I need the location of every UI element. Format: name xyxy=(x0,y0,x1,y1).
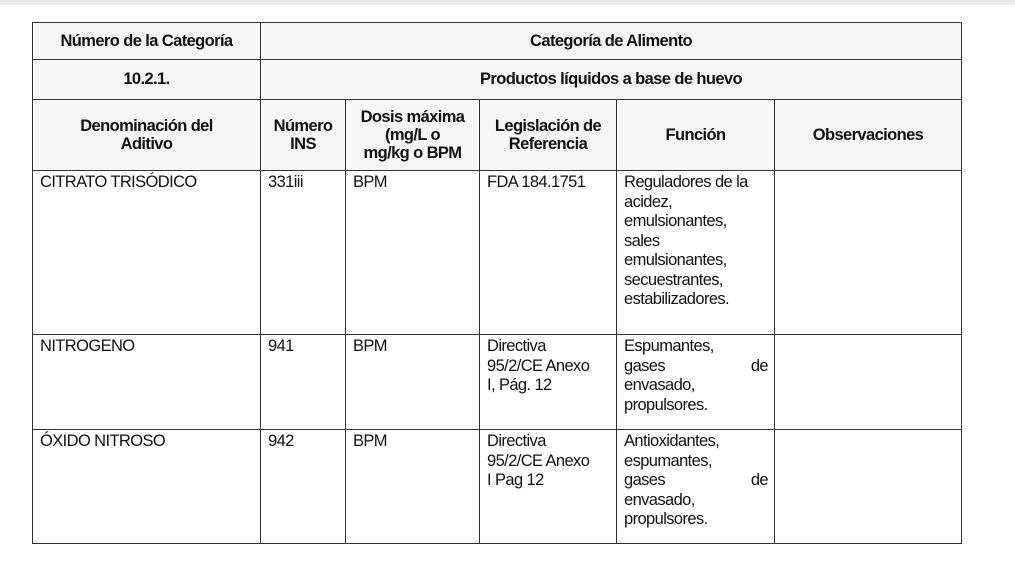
col-legislation: Legislación de Referencia xyxy=(480,100,617,171)
observations-cell xyxy=(775,171,962,335)
col-function: Función xyxy=(617,100,775,171)
ins-cell: 331iii xyxy=(261,171,346,335)
additive-name-cell: ÓXIDO NITROSO xyxy=(33,430,261,544)
legislation-cell: Directiva 95/2/CE Anexo I, Pág. 12 xyxy=(480,335,617,430)
food-category-header: Categoría de Alimento xyxy=(261,23,962,60)
col-observations: Observaciones xyxy=(775,100,962,171)
dose-cell: BPM xyxy=(346,430,480,544)
observations-cell xyxy=(775,430,962,544)
additive-name-cell: CITRATO TRISÓDICO xyxy=(33,171,261,335)
column-header-row xyxy=(33,100,962,171)
observations-cell xyxy=(775,335,962,430)
col-additive-name: Denominación del Aditivo xyxy=(33,100,261,171)
category-row xyxy=(33,60,962,100)
dose-cell: BPM xyxy=(346,335,480,430)
dose-cell: BPM xyxy=(346,171,480,335)
col-ins-number: Número INS xyxy=(261,100,346,171)
top-scan-border xyxy=(0,0,1015,5)
additives-table xyxy=(32,22,962,544)
function-cell: Reguladores de la acidez, emulsionantes, sales emulsionantes, secuestrantes, estabilizadores. xyxy=(617,171,775,335)
additive-name-cell: NITROGENO xyxy=(33,335,261,430)
category-name: Productos líquidos a base de huevo xyxy=(261,60,962,100)
table-row xyxy=(33,335,962,430)
table-row xyxy=(33,171,962,335)
table-row xyxy=(33,430,962,544)
category-number-header: Número de la Categoría xyxy=(33,23,261,60)
function-cell: Espumantes, gases de envasado, propulsores. xyxy=(617,335,775,430)
legislation-cell: FDA 184.1751 xyxy=(480,171,617,335)
ins-cell: 942 xyxy=(261,430,346,544)
function-cell: Antioxidantes, espumantes, gases de envasado, propulsores. xyxy=(617,430,775,544)
col-max-dose: Dosis máxima (mg/L o mg/kg o BPM xyxy=(346,100,480,171)
legislation-cell: Directiva 95/2/CE Anexo I Pag 12 xyxy=(480,430,617,544)
title-row xyxy=(33,23,962,60)
category-number: 10.2.1. xyxy=(33,60,261,100)
ins-cell: 941 xyxy=(261,335,346,430)
